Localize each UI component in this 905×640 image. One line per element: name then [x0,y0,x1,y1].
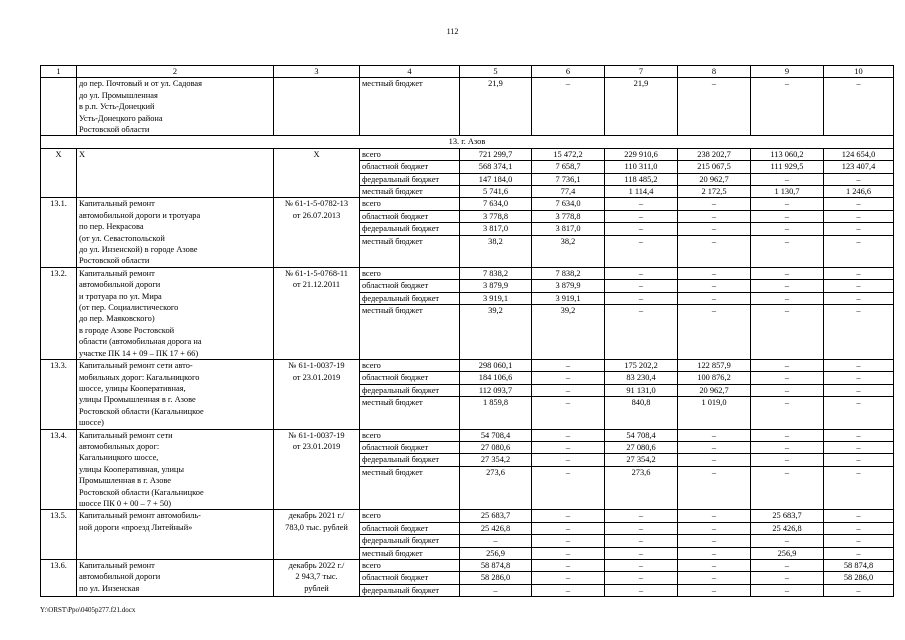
funding-source-cell [360,360,460,429]
amount-value: – [605,211,677,223]
value-cell: – [824,78,894,136]
amount-value: – [605,280,677,292]
amount-column-cell [532,267,605,359]
amount-value: 39,2 [560,306,576,316]
object-row [41,559,894,596]
amount-value: – [824,535,893,547]
funding-source-label: федеральный бюджет [360,293,459,305]
document-cell: № 61-1-5-0782-13 от 26.07.2013 [274,198,360,267]
amount-value: 3 778,8 [460,211,531,223]
amount-value: 3 817,0 [460,223,531,235]
amount-value: 1 246,6 [845,187,872,197]
amount-value: 3 879,9 [532,280,604,292]
amount-value: – [784,236,790,246]
amount-value: 58 286,0 [460,572,531,584]
amount-value: 256,9 [777,548,797,558]
object-name-cell: Капитальный ремонт сети автомобильных дорог: Кагальницкого шоссе, улицы Кооперативная, улицы Промышленная в г. Азове Ростовской области (Кагальницкое шоссе ПК 0 + 00 – 7 + 50) [77,429,274,510]
amount-value: – [532,360,604,372]
document-cell: декабрь 2022 г./ 2 943,7 тыс. рублей [274,559,360,596]
amount-value: 58 874,8 [460,560,531,572]
amount-value: 20 962,7 [678,385,750,397]
amount-value: – [605,510,677,522]
amount-column-cell [605,429,678,510]
amount-value: 215 067,5 [678,161,750,173]
amount-value: 2 172,5 [701,187,727,197]
amount-value: – [605,560,677,572]
funding-source-cell [360,510,460,560]
amount-value: – [532,523,604,535]
object-name-cell: Капитальный ремонт сети авто- мобильных дорог: Кагальницкого шоссе, улицы Кооперативная, улицы Промышленная в г. Азове Ростовской области (Кагальницкое шоссе) [77,360,274,429]
amount-value: – [751,560,823,572]
amount-value: 54 708,4 [605,430,677,442]
amount-column-cell [751,429,824,510]
amount-value: 7 838,2 [532,268,604,280]
amount-value: – [751,360,823,372]
amount-value: – [751,223,823,235]
amount-column-cell [678,198,751,267]
document-cell: № 61-1-5-0768-11 от 21.12.2011 [274,267,360,359]
object-name-cell: Капитальный ремонт автомобильной дороги и тротуара по ул. Мира (от пер. Социалистического до пер. Маяковского) в городе Азове Ростовской области (автомобильная дорога на участке ПК 14 + 09 – ПК 17 + 66) [77,267,274,359]
amount-value: – [532,572,604,584]
section-header-row [41,136,894,148]
funding-source-label: федеральный бюджет [360,535,459,547]
header-cell: 2 [77,66,274,78]
amount-value: – [532,535,604,547]
amount-value: – [824,430,893,442]
amount-value: – [532,510,604,522]
amount-value: – [824,223,893,235]
amount-value: 3 817,0 [532,223,604,235]
amount-value: – [678,198,750,210]
amount-value: 25 683,7 [751,510,823,522]
document-cell [274,78,360,136]
amount-value: – [678,572,750,584]
amount-value: – [856,585,861,595]
funding-source-label: местный бюджет [362,187,423,197]
header-cell: 1 [41,66,77,78]
amount-value: – [678,280,750,292]
amount-value: – [678,510,750,522]
amount-value: – [751,454,823,466]
amount-value: 77,4 [560,187,576,197]
amount-value: – [824,293,893,305]
amount-column-cell [751,360,824,429]
row-number-cell: Х [41,148,77,198]
value-cell: – [751,78,824,136]
amount-value: 7 634,0 [532,198,604,210]
amount-value: 38,2 [560,236,576,246]
amount-value: – [784,306,790,316]
funding-source-cell [360,198,460,267]
amount-column-cell [678,559,751,596]
amount-value: – [824,442,893,454]
amount-value: – [678,454,750,466]
object-row [41,429,894,510]
amount-value: 27 080,6 [460,442,531,454]
amount-value: – [784,585,790,595]
amount-value: – [638,236,644,246]
document-cell: Х [274,148,360,198]
amount-value: – [711,548,717,558]
object-row [41,360,894,429]
amount-value: 7 634,0 [460,198,531,210]
object-name-cell: Х [77,148,274,198]
amount-value: 25 426,8 [460,523,531,535]
document-cell: № 61-1-0037-19 от 23.01.2019 [274,429,360,510]
amount-value: – [678,223,750,235]
amount-value: – [824,510,893,522]
header-cell: 8 [678,66,751,78]
row-number-cell: 13.4. [41,429,77,510]
page-number: 112 [446,27,459,36]
amount-value: – [565,585,571,595]
amount-value: – [678,560,750,572]
amount-value: – [460,535,531,547]
amount-value: – [751,280,823,292]
funding-source-label: местный бюджет [362,398,423,408]
amount-value: – [711,306,717,316]
amount-value: – [638,585,644,595]
funding-source-label: всего [360,510,459,522]
header-cell: 10 [824,66,894,78]
amount-column-cell [678,429,751,510]
funding-source-label: областной бюджет [360,372,459,384]
amount-value: – [824,360,893,372]
funding-source-label: областной бюджет [360,442,459,454]
amount-column-cell [460,267,532,359]
object-row [41,510,894,560]
funding-source-label: областной бюджет [360,572,459,584]
amount-value: 229 910,6 [605,149,677,161]
amount-column-cell [460,559,532,596]
amount-column-cell [605,559,678,596]
amount-column-cell [824,429,894,510]
amount-value: – [751,442,823,454]
value-cell: – [678,78,751,136]
amount-value: – [493,585,498,595]
continuation-row [41,78,894,136]
amount-value: – [824,523,893,535]
funding-source-label: областной бюджет [360,161,459,173]
amount-column-cell [678,360,751,429]
row-number-cell: 13.1. [41,198,77,267]
amount-value: – [605,268,677,280]
amount-column-cell [460,148,532,198]
amount-value: – [824,211,893,223]
amount-value: 298 060,1 [460,360,531,372]
amount-value: – [678,535,750,547]
amount-column-cell [824,360,894,429]
funding-source-label: федеральный бюджет [362,585,440,595]
amount-value: 5 741,6 [482,187,509,197]
funding-source-label: федеральный бюджет [360,174,459,186]
amount-value: – [856,548,861,558]
amount-column-cell [751,198,824,267]
document-cell: № 61-1-0037-19 от 23.01.2019 [274,360,360,429]
amount-value: 25 426,8 [751,523,823,535]
amount-value: 3 919,1 [460,293,531,305]
amount-value: 184 106,6 [460,372,531,384]
amount-value: – [678,268,750,280]
amount-value: – [711,236,717,246]
amount-value: – [856,236,861,246]
amount-column-cell [605,198,678,267]
amount-column-cell [532,559,605,596]
funding-source-label: местный бюджет [362,548,423,558]
source-cell: местный бюджет [360,78,460,136]
funding-source-label: областной бюджет [360,211,459,223]
funding-source-cell [360,267,460,359]
funding-source-label: областной бюджет [360,523,459,535]
amount-value: – [824,198,893,210]
amount-column-cell [605,148,678,198]
amount-value: – [784,467,790,477]
amount-value: – [751,268,823,280]
amount-value: – [824,385,893,397]
funding-source-label: местный бюджет [362,306,423,316]
amount-column-cell [751,559,824,596]
amount-value: – [824,454,893,466]
section-title: 13. г. Азов [41,136,894,148]
amount-value: – [856,398,861,408]
amount-value: – [678,523,750,535]
amount-value: 58 874,8 [824,560,893,572]
amount-column-cell [460,198,532,267]
amount-value: 54 708,4 [460,430,531,442]
amount-value: – [532,454,604,466]
amount-value: 3 778,8 [532,211,604,223]
amount-value: – [784,398,790,408]
amount-column-cell [605,360,678,429]
amount-value: 3 879,9 [460,280,531,292]
amount-value: – [605,223,677,235]
amount-value: 124 654,0 [824,149,893,161]
amount-value: 118 485,2 [605,174,677,186]
funding-source-label: местный бюджет [362,467,423,477]
amount-value: – [638,548,644,558]
amount-value: 122 857,9 [678,360,750,372]
amount-value: – [751,174,823,186]
amount-value: – [565,467,571,477]
amount-value: – [856,467,861,477]
funding-source-label: всего [360,149,459,161]
amount-value: – [532,385,604,397]
amount-column-cell [751,267,824,359]
amount-value: 112 093,7 [460,385,531,397]
object-name-cell: Капитальный ремонт автомобиль- ной дороги «проезд Литейный» [77,510,274,560]
funding-source-cell [360,559,460,596]
amount-value: 27 354,2 [460,454,531,466]
amount-value: – [751,372,823,384]
amount-value: – [678,430,750,442]
amount-value: 238 202,7 [678,149,750,161]
amount-value: 38,2 [488,236,503,246]
funding-source-label: всего [360,560,459,572]
amount-value: – [532,442,604,454]
funding-source-label: федеральный бюджет [360,385,459,397]
object-name-cell: Капитальный ремонт автомобильной дороги и тротуара по пер. Некрасова (от ул. Севастопольской до ул. Инзенской) в городе Азове Ростовской области [77,198,274,267]
amount-value: – [751,572,823,584]
document-cell: декабрь 2021 г./ 783,0 тыс. рублей [274,510,360,560]
amount-value: – [678,211,750,223]
amount-column-cell [824,510,894,560]
amount-value: 7 658,7 [532,161,604,173]
amount-value: – [605,535,677,547]
amount-value: 147 184,0 [460,174,531,186]
amount-column-cell [678,148,751,198]
amount-value: – [565,398,571,408]
amount-value: 721 299,7 [460,149,531,161]
amount-value: 83 230,4 [605,372,677,384]
row-number-cell: 13.5. [41,510,77,560]
amount-column-cell [751,148,824,198]
row-number-cell: 13.3. [41,360,77,429]
amount-column-cell [532,148,605,198]
amount-value: – [824,372,893,384]
object-row [41,267,894,359]
object-name-cell: Капитальный ремонт автомобильной дороги по ул. Инзенская [77,559,274,596]
amount-value: – [532,372,604,384]
funding-source-label: всего [360,198,459,210]
amount-value: 111 929,5 [751,161,823,173]
amount-value: – [751,535,823,547]
funding-source-label: всего [360,430,459,442]
amount-value: 20 962,7 [678,174,750,186]
amount-value: 100 876,2 [678,372,750,384]
funding-source-label: всего [360,268,459,280]
header-cell: 3 [274,66,360,78]
header-cell: 9 [751,66,824,78]
amount-value: – [824,280,893,292]
header-cell: 6 [532,66,605,78]
row-number-cell: 13.6. [41,559,77,596]
amount-value: 175 202,2 [605,360,677,372]
funding-source-label: федеральный бюджет [360,223,459,235]
section-total-row [41,148,894,198]
amount-value: 256,9 [486,548,505,558]
amount-value: – [711,585,717,595]
amount-value: 58 286,0 [824,572,893,584]
amount-value: – [751,385,823,397]
amount-value: – [678,293,750,305]
amount-value: 3 919,1 [532,293,604,305]
amount-column-cell [678,510,751,560]
funding-source-cell [360,429,460,510]
amount-value: – [751,198,823,210]
amount-column-cell [460,429,532,510]
file-path-footer: Y:\ORST\Ppo\0405p277.f21.docx [40,606,136,614]
amount-value: – [532,430,604,442]
amount-value: – [565,548,571,558]
amount-value: 1 019,0 [701,398,727,408]
header-cell: 5 [460,66,532,78]
value-cell: – [532,78,605,136]
table-body [41,66,894,597]
amount-column-cell [460,360,532,429]
amount-column-cell [678,267,751,359]
amount-column-cell [751,510,824,560]
amount-value: 113 060,2 [751,149,823,161]
amount-value: 110 311,0 [605,161,677,173]
amount-value: 273,6 [631,467,651,477]
funding-source-label: федеральный бюджет [360,454,459,466]
budget-table [40,65,894,597]
amount-column-cell [824,148,894,198]
amount-column-cell [824,559,894,596]
amount-column-cell [532,360,605,429]
column-number-header [41,66,894,78]
row-number-cell: 13.2. [41,267,77,359]
amount-value: – [711,467,717,477]
row-number-cell [41,78,77,136]
amount-value: 273,6 [486,467,505,477]
amount-value: 1 114,4 [628,187,654,197]
header-cell: 7 [605,66,678,78]
amount-column-cell [824,198,894,267]
amount-column-cell [532,198,605,267]
header-cell: 4 [360,66,460,78]
amount-column-cell [532,510,605,560]
amount-value: – [638,306,644,316]
amount-value: 7 838,2 [460,268,531,280]
amount-value: 15 472,2 [532,149,604,161]
amount-value: 39,2 [488,306,503,316]
amount-value: 27 080,6 [605,442,677,454]
amount-value: 1 859,8 [482,398,509,408]
amount-column-cell [532,429,605,510]
amount-value: – [532,560,604,572]
amount-value: – [605,198,677,210]
funding-source-cell [360,148,460,198]
amount-value: – [751,430,823,442]
amount-value: 7 736,1 [532,174,604,186]
amount-value: – [605,523,677,535]
amount-column-cell [605,267,678,359]
amount-value: 1 130,7 [774,187,800,197]
amount-column-cell [605,510,678,560]
amount-value: – [751,211,823,223]
amount-value: 91 131,0 [605,385,677,397]
funding-source-label: областной бюджет [360,280,459,292]
amount-value: – [605,572,677,584]
amount-column-cell [460,510,532,560]
amount-value: – [856,306,861,316]
amount-column-cell [824,267,894,359]
amount-value: 568 374,1 [460,161,531,173]
amount-value: – [751,293,823,305]
amount-value: 27 354,2 [605,454,677,466]
funding-source-label: местный бюджет [362,236,423,246]
amount-value: – [824,268,893,280]
object-name-cell: до пер. Почтовый и от ул. Садовая до ул. Промышленная в р.п. Усть-Донецкий Усть-Донецкого района Ростовской области [77,78,274,136]
amount-value: – [678,442,750,454]
value-cell: 21,9 [460,78,532,136]
funding-source-label: всего [360,360,459,372]
amount-value: – [605,293,677,305]
amount-value: 25 683,7 [460,510,531,522]
amount-value: 123 407,4 [824,161,893,173]
amount-value: – [824,174,893,186]
object-row [41,198,894,267]
amount-value: 840,8 [631,398,651,408]
value-cell: 21,9 [605,78,678,136]
